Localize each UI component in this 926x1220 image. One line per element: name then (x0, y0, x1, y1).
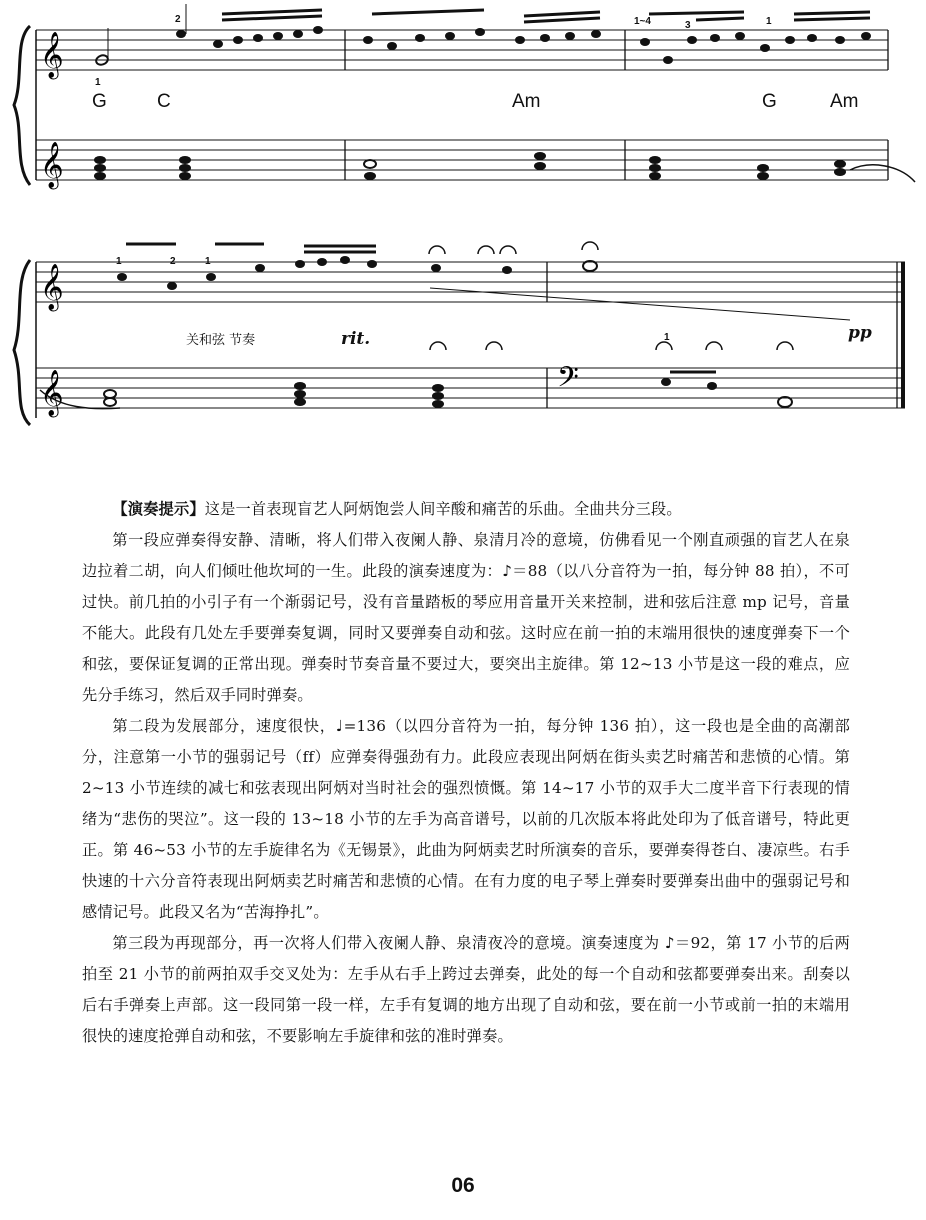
svg-text:𝄞: 𝄞 (40, 370, 64, 416)
notes-paragraph-3: 第二段为发展部分，速度很快，♩=136（以四分音符为一拍，每分钟 136 拍），这一段也是全曲的高潮部分，注意第一小节的强弱记号（ff）应弹奏得强劲有力。此段应表现出阿炳在街头卖艺时痛苦和悲愤的心情。第 2~13 小节连续的减七和弦表现出阿炳对当时社会的强烈愤慨。第 14~17 小节的双手大二度半音下行表现的情绪为“悲伤的哭泣”。这一段的 13~18 小节的左手为高音谱号，以前的几次版本将此处印为了低音谱号，特此更正。第 46~53 小节的左手旋律名为《无锡景》，此曲为阿炳卖艺时所演奏的音乐，要弹奏得苍白、凄凉些。右手快速的十六分音符表现出阿炳卖艺时痛苦和悲愤的心情。在有力度的电子琴上弹奏时要弹奏出曲中的强弱记号和感情记号。此段又名为“苦海挣扎”。 (82, 717, 850, 921)
ritardando-mark: rit. (341, 329, 371, 349)
chord-symbol: G (92, 91, 107, 112)
svg-text:𝄞: 𝄞 (40, 142, 64, 188)
fingering-2: 2 (175, 14, 181, 25)
notes-paragraph-4: 第三段为再现部分，再一次将人们带入夜阑人静、泉清夜冷的意境。演奏速度为 ♪＝92，第 17 小节的后两拍至 21 小节的前两拍双手交叉处为：左手从右手上跨过去弹奏，此处的每一个自动和弦都要弹奏出来。刮奏以后右手弹奏上声部。这一段同第一段一样，左手有复调的地方出现了自动和弦，要在前一小节或前一拍的末端用很快的速度抢弹自动和弦，不要影响左手旋律和弦的准时弹奏。 (82, 934, 850, 1045)
fingering-bass: 1 (664, 332, 670, 343)
fingering-4: 3 (685, 20, 691, 31)
chord-symbol: Am (830, 91, 859, 112)
chord-symbol: Am (512, 91, 541, 112)
score-system-1 (0, 0, 926, 200)
paragraph-text: 这是一首表现盲艺人阿炳饱尝人间辛酸和痛苦的乐曲。全曲共分三段。 (204, 500, 682, 518)
svg-text:𝄞: 𝄞 (40, 32, 64, 78)
page-number: 06 (451, 1174, 475, 1197)
fingering-1: 1 (95, 77, 101, 88)
notes-paragraph-2: 第一段应弹奏得安静、清晰，将人们带入夜阑人静、泉清月冷的意境，仿佛看见一个刚直顽强的盲艺人在泉边拉着二胡，向人们倾吐他坎坷的一生。此段的演奏速度为：♪＝88（以八分音符为一拍，每分钟 88 拍），不可过快。前几拍的小引子有一个渐弱记号，没有音量踏板的琴应用音量开关来控制，进和弦后注意 mp 记号，音量不能大。此段有几处左手要弹奏复调，同时又要弹奏自动和弦。这时应在前一拍的末端用很快的速度弹奏下一个和弦，要保证复调的正常出现。弹奏时节奏音量不要过大，要突出主旋律。第 12~13 小节是这一段的难点，应先分手练习，然后双手同时弹奏。 (82, 531, 850, 704)
staff-system-1-graphic (0, 0, 926, 200)
dynamic-pp: pp (848, 323, 872, 343)
tips-label: 【演奏提示】 (112, 500, 205, 518)
chord-off-annotation: 关和弦 节奏 (186, 333, 256, 348)
notes-paragraph-1 (82, 494, 850, 525)
fingering-3: 1~4 (634, 16, 651, 27)
svg-text:𝄞: 𝄞 (40, 264, 64, 310)
fingering-top-3: 1 (205, 256, 211, 267)
fingering-5: 1 (766, 16, 772, 27)
svg-text:𝄢: 𝄢 (557, 361, 579, 401)
staff-system-2-graphic (0, 240, 926, 440)
score-system-2 (0, 240, 926, 440)
fingering-top-1: 1 (116, 256, 122, 267)
chord-symbol: C (157, 91, 171, 112)
performance-notes (82, 494, 850, 1052)
fingering-top-2: 2 (170, 256, 176, 267)
chord-symbol: G (762, 91, 777, 112)
